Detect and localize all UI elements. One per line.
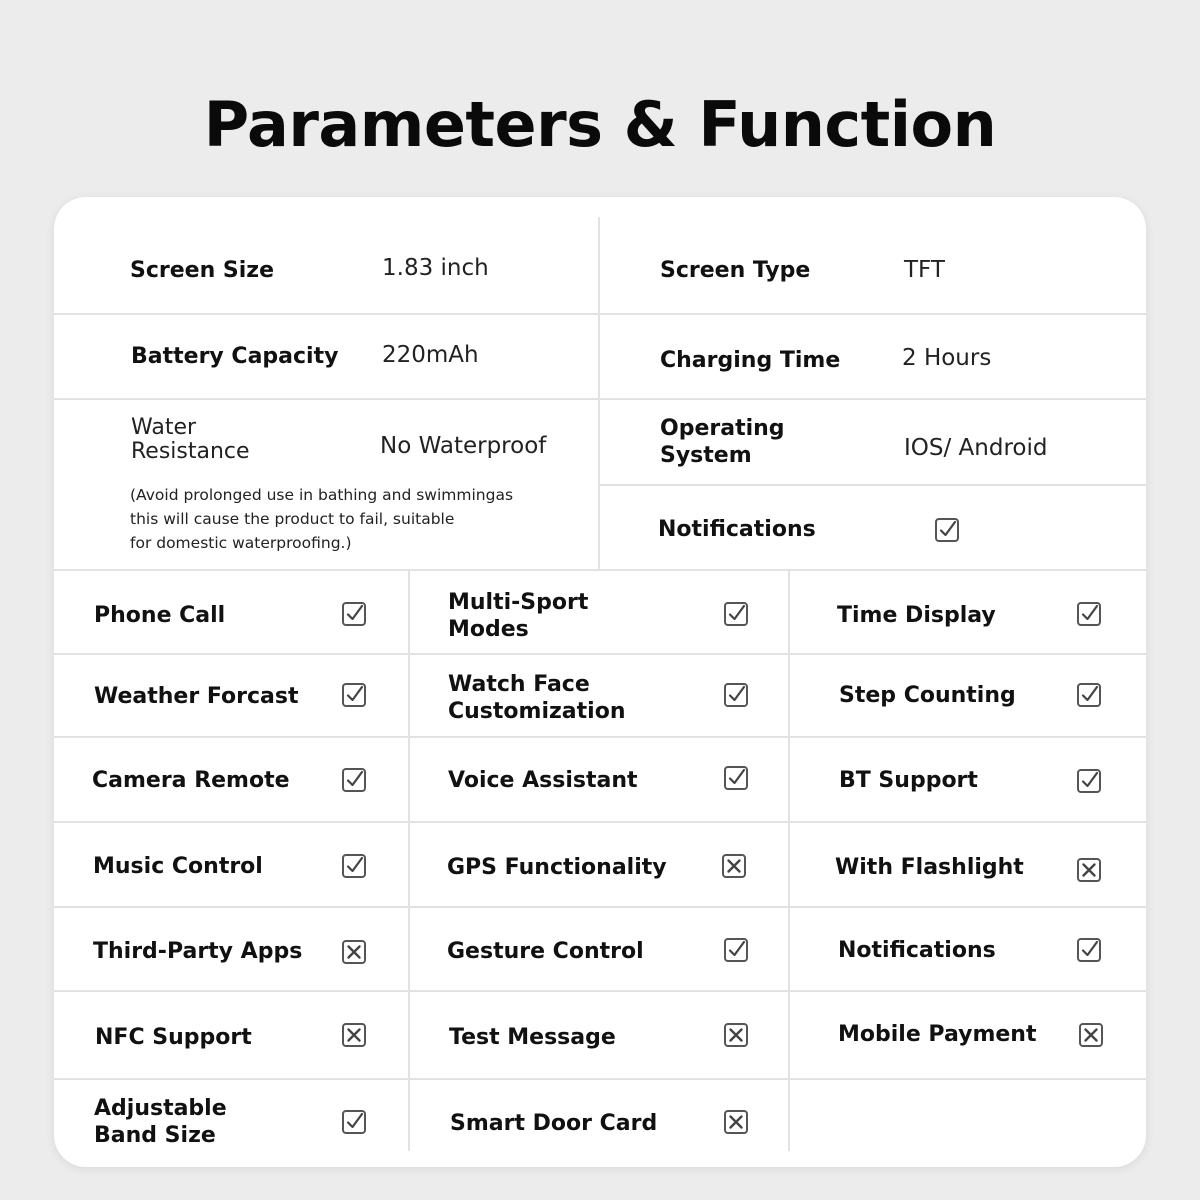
divider	[54, 821, 1146, 823]
divider	[54, 569, 1146, 571]
notifications-label: Notifications	[658, 517, 816, 542]
checkbox-check-icon	[724, 602, 748, 626]
feature-label-bt-support: BT Support	[839, 768, 978, 793]
feature-label-gps-functionality: GPS Functionality	[447, 855, 667, 880]
battery-capacity-value: 220mAh	[382, 342, 479, 368]
divider	[54, 906, 1146, 908]
checkbox-check-icon	[1077, 683, 1101, 707]
water-resistance-label: Water Resistance	[131, 415, 250, 464]
charging-time-label: Charging Time	[660, 348, 841, 373]
checkbox-check-icon	[724, 938, 748, 962]
water-resistance-note: (Avoid prolonged use in bathing and swimmingas this will cause the product to fail, suitable for domestic waterproofing.)	[130, 486, 514, 552]
feature-label-weather-forcast: Weather Forcast	[94, 684, 299, 709]
feature-label-camera-remote: Camera Remote	[92, 768, 290, 793]
feature-label-with-flashlight: With Flashlight	[835, 855, 1024, 880]
checkbox-check-icon	[342, 1110, 366, 1134]
divider	[600, 484, 1146, 486]
divider	[54, 653, 1146, 655]
checkbox-cross-icon	[1079, 1023, 1103, 1047]
checkbox-check-icon	[1077, 938, 1101, 962]
water-resistance-value: No Waterproof	[380, 433, 547, 459]
divider	[788, 569, 790, 1151]
divider	[54, 990, 1146, 992]
checkbox-cross-icon	[1077, 858, 1101, 882]
battery-capacity-label: Battery Capacity	[131, 344, 339, 369]
screen-size-value: 1.83 inch	[382, 255, 489, 281]
divider	[408, 569, 410, 1151]
feature-label-gesture-control: Gesture Control	[447, 939, 644, 964]
checkbox-cross-icon	[342, 1023, 366, 1047]
feature-label-voice-assistant: Voice Assistant	[448, 768, 638, 793]
checkbox-check-icon	[342, 854, 366, 878]
divider	[598, 217, 600, 569]
checkbox-cross-icon	[724, 1023, 748, 1047]
feature-label-phone-call: Phone Call	[94, 603, 226, 628]
feature-label-step-counting: Step Counting	[839, 683, 1016, 708]
feature-label-time-display: Time Display	[837, 603, 996, 628]
feature-label-nfc-support: NFC Support	[95, 1025, 252, 1050]
divider	[54, 736, 1146, 738]
checkbox-check-icon	[342, 768, 366, 792]
feature-label-notifications: Notifications	[838, 938, 996, 963]
operating-system-label: Operating System	[660, 416, 785, 468]
feature-label-adjustable-band-size: Adjustable Band Size	[94, 1096, 227, 1148]
spec-table	[54, 197, 1146, 1167]
checkbox-check-icon	[1077, 769, 1101, 793]
checkbox-check-icon	[724, 683, 748, 707]
divider	[54, 398, 1146, 400]
divider	[54, 313, 1146, 315]
checkbox-check-icon	[1077, 602, 1101, 626]
charging-time-value: 2 Hours	[902, 345, 992, 371]
checkbox-check-icon	[935, 518, 959, 542]
feature-label-multi-sport-modes: Multi-Sport Modes	[448, 590, 589, 642]
checkbox-cross-icon	[342, 940, 366, 964]
screen-type-label: Screen Type	[660, 258, 811, 283]
feature-label-third-party-apps: Third-Party Apps	[93, 939, 303, 964]
feature-label-test-message: Test Message	[449, 1025, 616, 1050]
feature-label-mobile-payment: Mobile Payment	[838, 1022, 1037, 1047]
operating-system-value: IOS/ Android	[904, 435, 1048, 461]
checkbox-cross-icon	[724, 1110, 748, 1134]
screen-size-label: Screen Size	[130, 258, 275, 283]
screen-type-value: TFT	[904, 257, 945, 283]
feature-label-music-control: Music Control	[93, 854, 263, 879]
divider	[54, 1078, 1146, 1080]
checkbox-check-icon	[342, 683, 366, 707]
feature-label-watch-face-customization: Watch Face Customization	[448, 672, 626, 724]
page-title: Parameters & Function	[203, 88, 997, 161]
checkbox-cross-icon	[722, 854, 746, 878]
checkbox-check-icon	[724, 766, 748, 790]
feature-label-smart-door-card: Smart Door Card	[450, 1111, 658, 1136]
checkbox-check-icon	[342, 602, 366, 626]
